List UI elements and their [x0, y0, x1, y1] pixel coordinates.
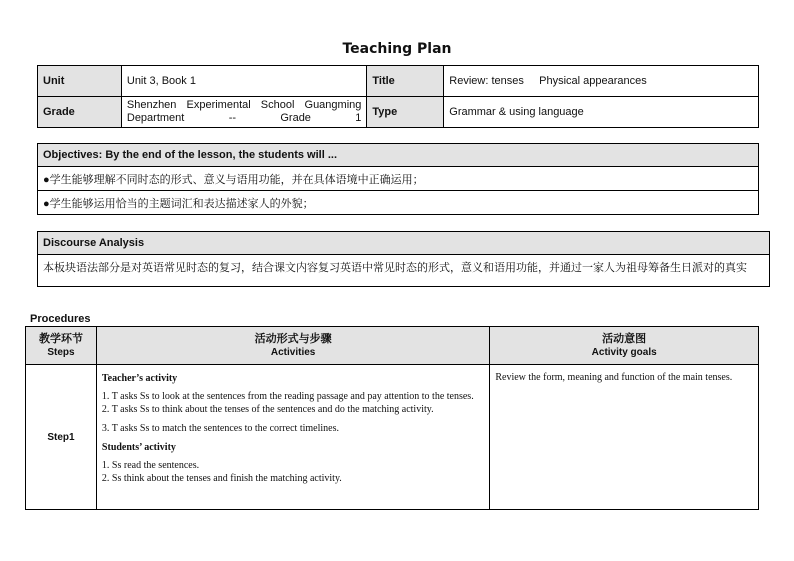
discourse-text: 本板块语法部分是对英语常见时态的复习，结合课文内容复习英语中常见时态的形式，意义和语用功能，并通过一家人为祖母筹备生日派对的真实 [43, 262, 747, 274]
activities-cell [96, 365, 489, 510]
activities-content [98, 366, 488, 508]
discourse-body [38, 255, 770, 287]
goals-header [490, 327, 759, 365]
type-value: Grammar & using language [444, 97, 759, 128]
grade-label: Grade [38, 97, 122, 128]
teacher-activity-item: 3. T asks Ss to match the sentences to the correct timelines. [101, 423, 339, 434]
page-title: Teaching Plan [342, 41, 452, 57]
procedures-table [25, 326, 759, 510]
activities-header [96, 327, 489, 365]
unit-label: Unit [38, 66, 122, 97]
type-label: Type [367, 97, 444, 128]
activities-header-en: Activities [270, 346, 316, 358]
discourse-table [37, 231, 770, 287]
steps-header [26, 327, 97, 365]
discourse-header: Discourse Analysis [38, 232, 770, 255]
grade-value [121, 97, 367, 128]
lesson-info-table [37, 65, 759, 128]
procedures-label: Procedures [30, 313, 91, 325]
grade-text: Shenzhen Experimental School Guangming Department -- Grade 1 [126, 99, 362, 124]
title-value: Review: tenses Physical appearances [444, 66, 759, 97]
students-activity-item: 2. Ss think about the tenses and finish the matching activity. [101, 473, 342, 484]
goals-header-en: Activity goals [591, 346, 657, 358]
table-row [26, 365, 759, 510]
goal-cell [490, 365, 759, 510]
activities-header-cn: 活动形式与步骤 [254, 332, 332, 345]
goal-text: Review the form, meaning and function of the main tenses. [495, 372, 733, 383]
title-label: Title [367, 66, 444, 97]
objectives-table [37, 143, 759, 215]
step-label: Step1 [26, 365, 97, 510]
steps-header-cn: 教学环节 [38, 332, 83, 345]
students-activity-item: 1. Ss read the sentences. [101, 460, 200, 471]
objective-item: ●学生能够理解不同时态的形式、意义与语用功能，并在具体语境中正确运用； [38, 167, 759, 191]
goals-header-cn: 活动意图 [602, 332, 647, 345]
steps-header-en: Steps [47, 346, 75, 358]
teacher-activity-heading: Teacher’s activity [101, 373, 178, 384]
teacher-activity-item: 2. T asks Ss to think about the tenses of the sentences and do the matching activity. [101, 404, 434, 415]
students-activity-heading: Students’ activity [101, 442, 176, 453]
unit-value: Unit 3, Book 1 [121, 66, 367, 97]
teacher-activity-item: 1. T asks Ss to look at the sentences from the reading passage and pay attention to the tenses. [101, 391, 474, 402]
objective-item: ●学生能够运用恰当的主题词汇和表达描述家人的外貌； [38, 191, 759, 215]
objectives-header: Objectives: By the end of the lesson, the students will ... [38, 144, 759, 167]
